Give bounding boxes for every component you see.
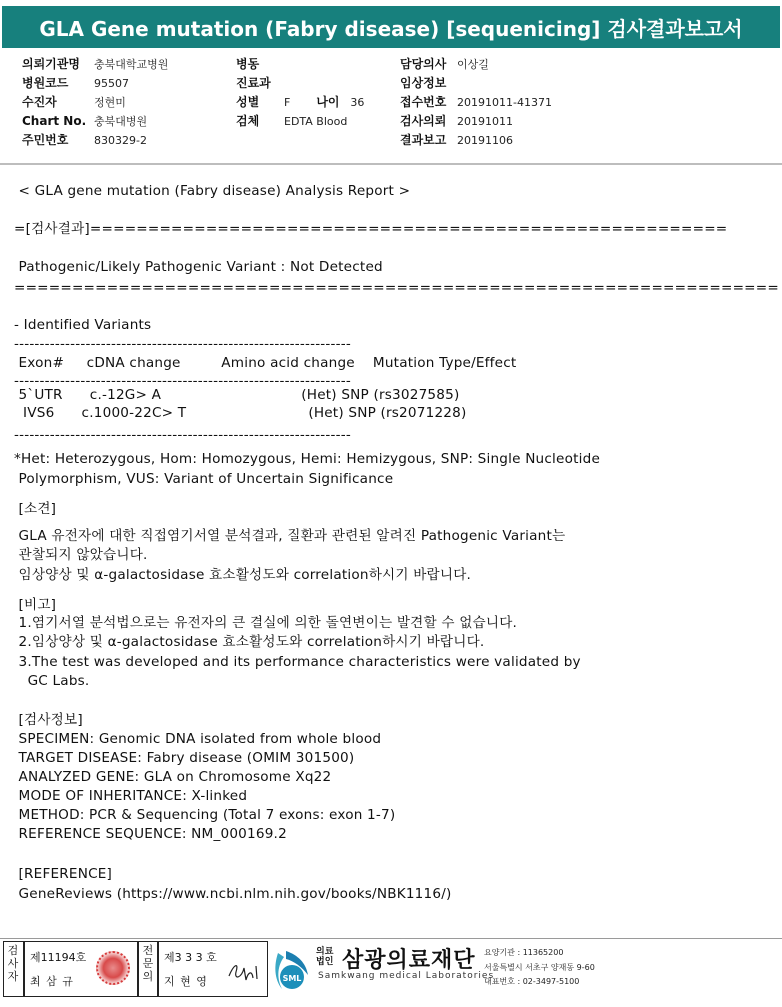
field-label: 주민번호 — [22, 133, 69, 147]
report-line: 3.The test was developed and its performance characteristics were validated by — [14, 654, 581, 670]
report-line: TARGET DISEASE: Fabry disease (OMIM 301500) — [14, 750, 355, 766]
sex-label: 성별 — [236, 95, 260, 109]
reviewer-name: 지 현 영 — [164, 975, 208, 988]
field-value: 충북대병원 — [94, 115, 148, 128]
report-line: ------------------------------------------------------------------ — [14, 373, 351, 389]
report-line: 임상양상 및 α-galactosidase 효소활성도와 correlation하시기 바랍니다. — [14, 567, 472, 583]
field-label: 수진자 — [22, 95, 57, 109]
report-line: [소견] — [14, 501, 57, 517]
report-line: 2.임상양상 및 α-galactosidase 효소활성도와 correlation하시기 바랍니다. — [14, 634, 485, 650]
ward-label: 병동 — [236, 57, 260, 71]
reviewer-signature — [226, 958, 262, 984]
report-line: [비고] — [14, 597, 57, 613]
report-line: *Het: Heterozygous, Hom: Homozygous, Hemi: Hemizygous, SNP: Single Nucleotide — [14, 451, 601, 467]
age-label: 나이 — [316, 95, 340, 109]
field-label: Chart No. — [22, 114, 87, 128]
field-value: 20191011-41371 — [457, 96, 552, 109]
report-line: 관찰되지 않았습니다. — [14, 547, 148, 563]
footer-divider — [0, 938, 782, 939]
field-label: 검사의뢰 — [400, 114, 447, 128]
report-line: MODE OF INHERITANCE: X-linked — [14, 788, 248, 804]
header-row — [22, 55, 168, 74]
report-line: - Identified Variants — [14, 317, 152, 333]
field-label: 병원코드 — [22, 76, 69, 90]
footer — [0, 941, 782, 1001]
header-row — [400, 93, 552, 112]
report-line: ------------------------------------------------------------------ — [14, 336, 351, 352]
dept-label: 진료과 — [236, 76, 271, 90]
report-line: =[검사결과]======================================================= — [14, 221, 728, 237]
report-line: ================================================================== — [14, 280, 779, 296]
report-line: GC Labs. — [14, 673, 90, 689]
header-row — [400, 55, 552, 74]
report-line: GLA 유전자에 대한 직접염기서열 분석결과, 질환과 관련된 알려진 Pathogenic Variant는 — [14, 528, 566, 544]
field-label: 접수번호 — [400, 95, 447, 109]
field-value: 충북대학교병원 — [94, 58, 169, 71]
specimen-label: 검체 — [236, 114, 260, 128]
report-line: [검사정보] — [14, 712, 83, 728]
header-col-patient — [22, 55, 168, 150]
header-divider — [0, 163, 782, 165]
header-row — [400, 112, 552, 131]
report-line: 5`UTR c.-12G> A (Het) SNP (rs3027585) — [14, 387, 460, 403]
age-value: 36 — [350, 96, 365, 109]
report-title: GLA Gene mutation (Fabry disease) [sequenicing] 검사결과보고서 — [2, 6, 780, 48]
org-phone: 대표번호 : 02-3497-5100 — [484, 977, 580, 986]
field-value: 이상길 — [457, 58, 489, 71]
reviewer-license: 제3 3 3 호 — [164, 951, 217, 964]
report-line: Pathogenic/Likely Pathogenic Variant : Not Detected — [14, 259, 383, 275]
report-line: < GLA gene mutation (Fabry disease) Analysis Report > — [14, 183, 411, 199]
report-line: SPECIMEN: Genomic DNA isolated from whole blood — [14, 731, 382, 747]
report-line: IVS6 c.1000-22C> T (Het) SNP (rs2071228) — [14, 405, 467, 421]
header-col-clinic — [236, 55, 364, 131]
field-value: 20191106 — [457, 134, 513, 147]
field-label: 임상정보 — [400, 76, 447, 90]
field-value: 95507 — [94, 77, 129, 90]
report-line: REFERENCE SEQUENCE: NM_000169.2 — [14, 826, 287, 842]
svg-text:SML: SML — [282, 974, 302, 983]
org-type: 의료 법인 — [316, 947, 334, 967]
report-line: Polymorphism, VUS: Variant of Uncertain Significance — [14, 471, 394, 487]
org-name: 삼광의료재단 — [342, 948, 476, 973]
header-row — [400, 74, 552, 93]
institution-code: 요양기관 : 11365200 — [484, 948, 564, 957]
report-line: METHOD: PCR & Sequencing (Total 7 exons: exon 1-7) — [14, 807, 396, 823]
specimen-value: EDTA Blood — [284, 115, 348, 128]
field-value: 20191011 — [457, 115, 513, 128]
field-label: 결과보고 — [400, 133, 447, 147]
tester-license: 제11194호 — [30, 951, 87, 964]
org-english-name: Samkwang medical Laboratories — [318, 971, 495, 981]
report-line: ------------------------------------------------------------------ — [14, 427, 351, 443]
report-line: Exon# cDNA change Amino acid change Mutation Type/Effect — [14, 355, 517, 371]
report-line: GeneReviews (https://www.ncbi.nlm.nih.gov/books/NBK1116/) — [14, 886, 452, 902]
field-label: 의뢰기관명 — [22, 57, 80, 71]
field-value: 830329-2 — [94, 134, 147, 147]
field-value: 정현미 — [94, 96, 126, 109]
sml-logo-icon — [272, 949, 312, 993]
tester-seal-stamp — [96, 951, 130, 985]
sex-value: F — [284, 96, 291, 109]
header-row — [22, 112, 168, 131]
org-address: 서울특별시 서초구 양재동 9-60 — [484, 963, 595, 972]
reviewer-label: 전문의 — [142, 944, 154, 983]
header-row — [400, 131, 552, 150]
header-row — [22, 93, 168, 112]
header-row — [22, 131, 168, 150]
tester-name: 최 삼 규 — [30, 975, 74, 988]
header-row — [22, 74, 168, 93]
header-col-report-info — [400, 55, 552, 150]
report-line: 1.염기서열 분석법으로는 유전자의 큰 결실에 의한 돌연변이는 발견할 수 없습니다. — [14, 615, 518, 631]
report-line: ANALYZED GENE: GLA on Chromosome Xq22 — [14, 769, 332, 785]
field-label: 담당의사 — [400, 57, 447, 71]
tester-label: 검사자 — [7, 944, 19, 983]
signature-box — [3, 941, 268, 997]
report-line: [REFERENCE] — [14, 866, 113, 882]
